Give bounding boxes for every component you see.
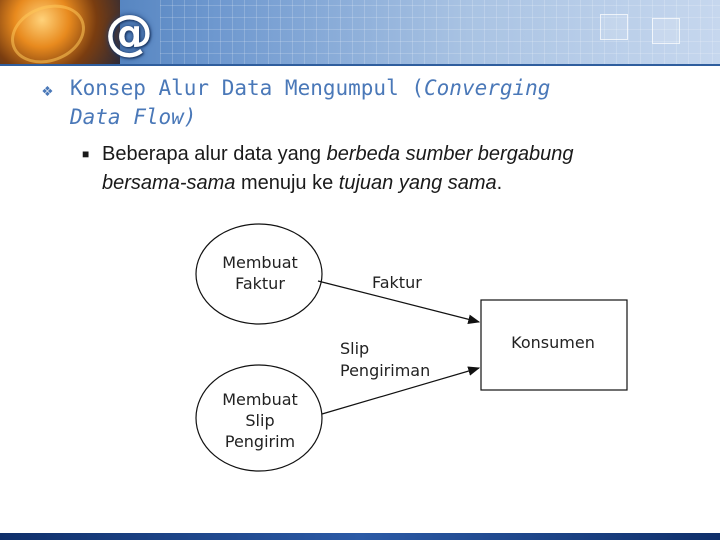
process2-line3: Pengirim: [224, 432, 296, 451]
square-bullet-icon: ■: [82, 147, 90, 161]
desc-part6: .: [496, 172, 503, 194]
diamond-bullet-icon: ❖: [42, 80, 53, 101]
desc-part2: berbeda sumber bergabung: [326, 143, 574, 165]
at-sign-logo-icon: @: [105, 5, 153, 61]
bottom-bar: [0, 533, 720, 540]
flow2-line1: Slip: [340, 339, 370, 358]
desc-part4: menuju ke: [235, 172, 339, 194]
process1-line2: Faktur: [235, 274, 285, 293]
heading-line2: Data Flow): [70, 105, 197, 129]
desc-part3: bersama-sama: [102, 172, 236, 194]
desc-part1: Beberapa alur data yang: [102, 143, 327, 165]
process2-line2: Slip: [245, 411, 275, 430]
heading-italic: Converging: [424, 76, 551, 100]
heading-plain: Konsep Alur Data Mengumpul (: [70, 76, 425, 100]
process1-line1: Membuat: [222, 253, 298, 272]
desc-part5: tujuan yang sama: [338, 172, 497, 194]
flow2-line2: Pengiriman: [340, 361, 431, 380]
flow1-label: Faktur: [372, 273, 422, 292]
entity-label: Konsumen: [511, 333, 595, 352]
process2-line1: Membuat: [222, 390, 298, 409]
